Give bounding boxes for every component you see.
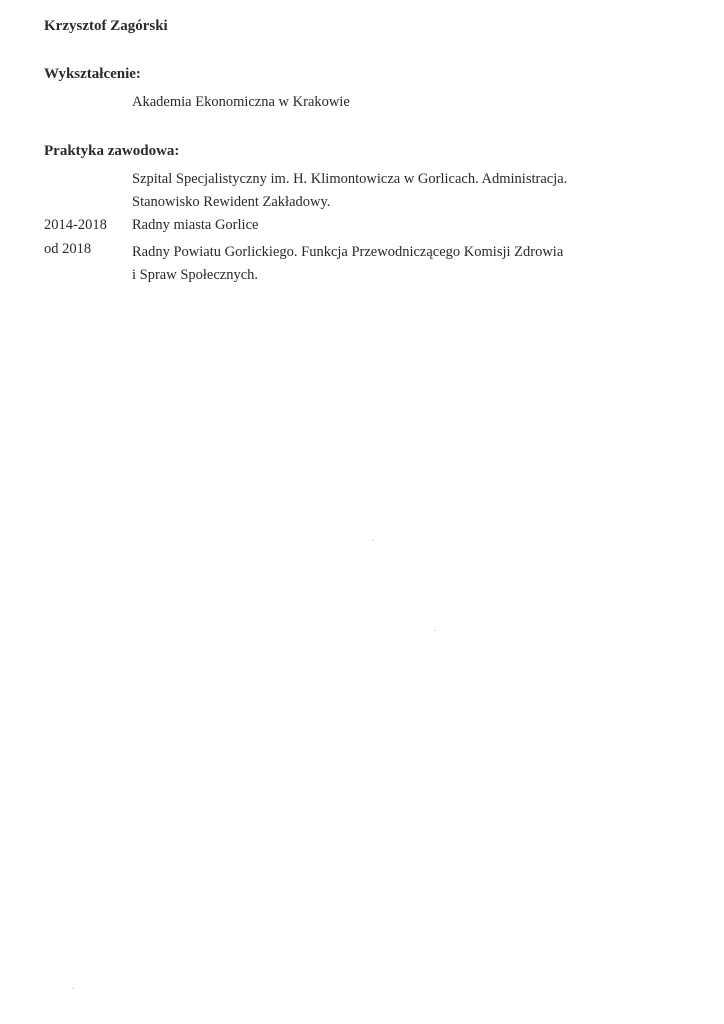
scan-speck <box>434 630 436 631</box>
practice-entry-date: od 2018 <box>44 241 92 257</box>
scan-speck <box>372 540 374 541</box>
practice-heading: Praktyka zawodowa: <box>44 143 180 159</box>
education-item: Akademia Ekonomiczna w Krakowie <box>132 94 350 110</box>
practice-entry-line: Radny Powiatu Gorlickiego. Funkcja Przewodniczącego Komisji Zdrowia <box>132 244 564 260</box>
practice-entry-date: 2014-2018 <box>44 217 107 233</box>
practice-entry-line: Stanowisko Rewident Zakładowy. <box>132 194 331 210</box>
education-heading: Wykształcenie: <box>44 66 141 82</box>
scan-speck <box>72 988 74 989</box>
practice-entry-line: Radny miasta Gorlice <box>132 217 259 233</box>
practice-entry-line: i Spraw Społecznych. <box>132 267 259 283</box>
person-name: Krzysztof Zagórski <box>44 18 168 34</box>
practice-entry-line: Szpital Specjalistyczny im. H. Klimontowicza w Gorlicach. Administracja. <box>132 171 568 187</box>
